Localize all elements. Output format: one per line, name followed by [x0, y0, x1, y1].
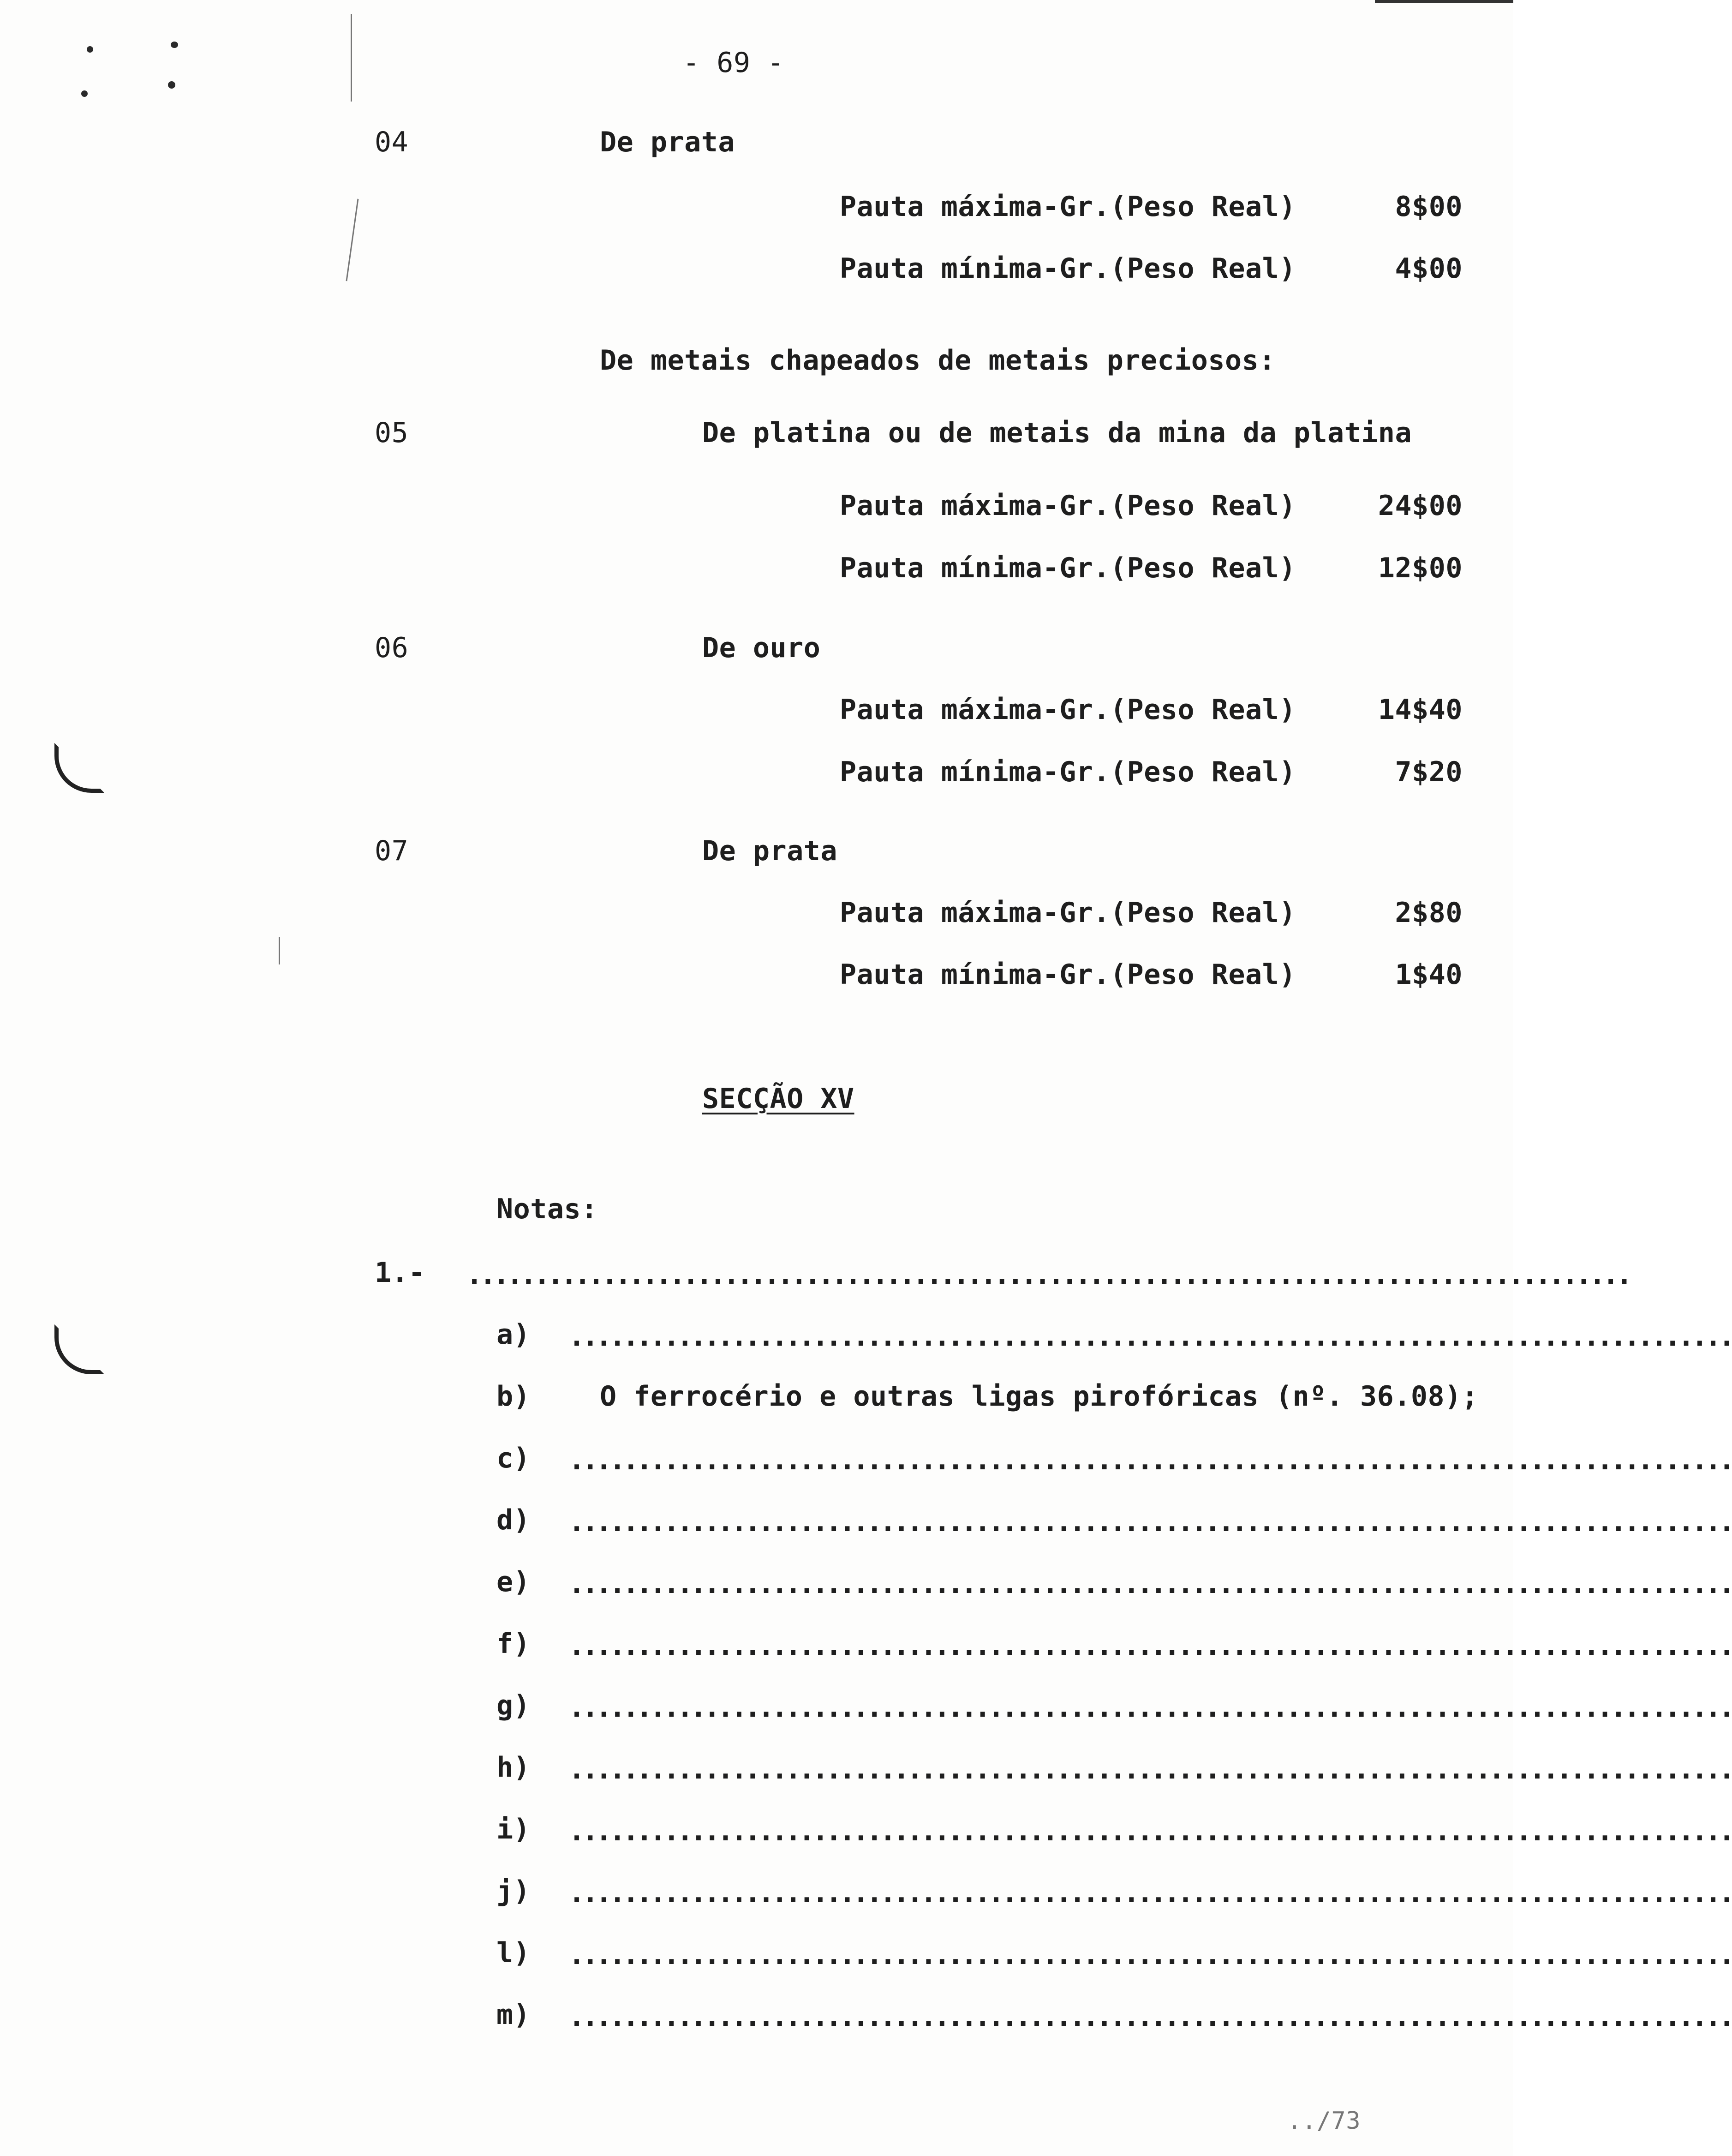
note-letter-l: l) [496, 1937, 531, 1969]
scan-top-edge [1375, 0, 1513, 3]
code-05: 05 [375, 417, 409, 449]
item-prata-1: De prata [600, 126, 735, 158]
pauta-value-3: 24$00 [1378, 490, 1463, 522]
pauta-value-1: 8$00 [1395, 191, 1463, 223]
note-letter-j: j) [496, 1875, 531, 1907]
leader-dots: ...................................................................................... [568, 1568, 1732, 1600]
item-prata-2: De prata [702, 835, 837, 867]
pauta-value-4: 12$00 [1378, 552, 1463, 584]
section-title: SECÇÃO XV [702, 1083, 854, 1115]
scan-speck [168, 81, 175, 89]
pauta-value-5: 14$40 [1378, 694, 1463, 726]
leader-dots: ...................................................................................... [568, 1877, 1732, 1909]
note-letter-g: g) [496, 1689, 531, 1722]
note-letter-e: e) [496, 1566, 531, 1598]
leader-dots: ...................................................................................... [568, 1506, 1732, 1538]
note-letter-a: a) [496, 1318, 531, 1351]
scan-speck [81, 90, 88, 97]
leader-dots: ...................................................................................... [568, 2000, 1732, 2033]
scan-speck [87, 46, 93, 53]
leader-dots: ...................................................................................... [568, 1691, 1732, 1724]
code-04: 04 [375, 126, 409, 158]
pauta-label-7: Pauta máxima-Gr.(Peso Real) [840, 897, 1296, 929]
pauta-value-2: 4$00 [1395, 252, 1463, 285]
notes-heading: Notas: [496, 1193, 598, 1225]
leader-dots: ...................................................................................... [568, 1939, 1732, 1971]
note-b-text: O ferrocério e outras ligas pirofóricas (nº. 36.08); [600, 1380, 1479, 1413]
note-letter-d: d) [496, 1504, 531, 1536]
note-letter-b: b) [496, 1380, 531, 1413]
punch-hole-mark [54, 743, 104, 793]
pauta-label-4: Pauta mínima-Gr.(Peso Real) [840, 552, 1296, 584]
code-06: 06 [375, 632, 409, 664]
pauta-label-5: Pauta máxima-Gr.(Peso Real) [840, 694, 1296, 726]
pauta-label-8: Pauta mínima-Gr.(Peso Real) [840, 958, 1296, 991]
leader-dots: ...................................................................................... [568, 1753, 1732, 1785]
scan-edge-line [351, 14, 352, 102]
continuation-mark: ../73 [1287, 2107, 1361, 2135]
pauta-value-6: 7$20 [1395, 756, 1463, 788]
leader-dots: ...................................................................................... [466, 1258, 1630, 1291]
leader-dots: ...................................................................................... [568, 1444, 1732, 1476]
leader-dots: ...................................................................................... [568, 1815, 1732, 1847]
item-chapeados: De metais chapeados de metais preciosos: [600, 344, 1276, 377]
page-number: - 69 - [683, 47, 784, 79]
pauta-label-2: Pauta mínima-Gr.(Peso Real) [840, 252, 1296, 285]
pauta-label-1: Pauta máxima-Gr.(Peso Real) [840, 191, 1296, 223]
pauta-value-8: 1$40 [1395, 958, 1463, 991]
note-letter-i: i) [496, 1813, 531, 1845]
scan-edge-line [279, 937, 280, 964]
pauta-label-6: Pauta mínima-Gr.(Peso Real) [840, 756, 1296, 788]
scan-edge-line [346, 199, 358, 281]
pauta-value-7: 2$80 [1395, 897, 1463, 929]
note-letter-f: f) [496, 1628, 531, 1660]
punch-hole-mark [54, 1324, 104, 1374]
leader-dots: ...................................................................................... [568, 1320, 1732, 1353]
item-platina: De platina ou de metais da mina da platina [702, 417, 1412, 449]
note-letter-h: h) [496, 1751, 531, 1784]
pauta-label-3: Pauta máxima-Gr.(Peso Real) [840, 490, 1296, 522]
item-ouro: De ouro [702, 632, 821, 664]
code-07: 07 [375, 835, 409, 867]
note-letter-m: m) [496, 1999, 531, 2031]
scan-speck [171, 42, 178, 48]
note-letter-c: c) [496, 1442, 531, 1474]
note-number-1: 1.- [375, 1257, 425, 1289]
leader-dots: ...................................................................................... [568, 1629, 1732, 1662]
